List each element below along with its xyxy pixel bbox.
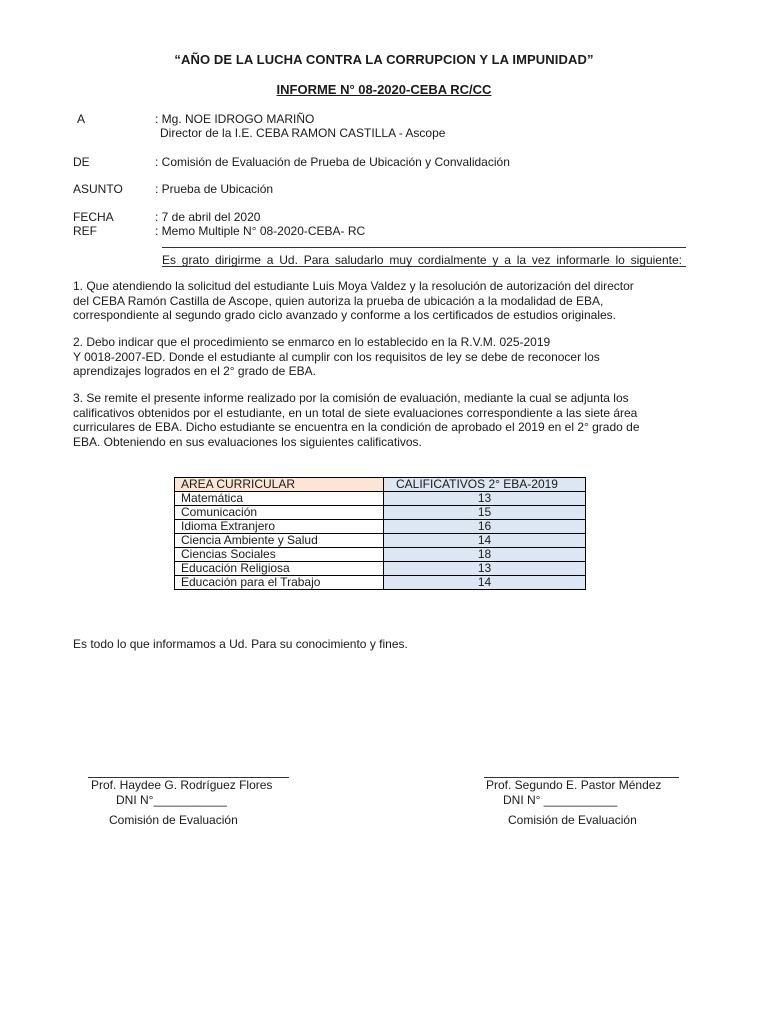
subject-value: : Prueba de Ubicación	[155, 182, 274, 196]
signer-dni-right: DNI N° ___________	[503, 793, 618, 807]
grade-cell: 15	[384, 506, 586, 520]
table-row	[175, 534, 586, 548]
area-cell: Ciencias Sociales	[175, 548, 384, 562]
signer-role-left: Comisión de Evaluación	[109, 813, 238, 827]
table-row	[175, 548, 586, 562]
ref-label: REF	[73, 224, 97, 238]
greeting-text: Es grato dirigirme a Ud. Para saludarlo muy cordialmente y a la vez informarle lo siguiente:	[162, 253, 682, 267]
column-header-grade: CALIFICATIVOS 2° EBA-2019	[384, 478, 586, 492]
area-cell: Educación para el Trabajo	[175, 576, 384, 590]
paragraph-line: aprendizajes logrados en el 2° grado de EBA.	[73, 364, 316, 378]
paragraph-line: curriculares de EBA. Dicho estudiante se encuentra en la condición de aprobado el 2019 en el 2° grado de	[73, 420, 640, 434]
signer-dni-left: DNI N°___________	[116, 793, 227, 807]
separator-line	[162, 247, 686, 248]
ref-value: : Memo Multiple N° 08-2020-CEBA- RC	[155, 224, 366, 238]
table-row	[175, 506, 586, 520]
table-row	[175, 576, 586, 590]
grade-cell: 13	[384, 562, 586, 576]
area-cell: Ciencia Ambiente y Salud	[175, 534, 384, 548]
slogan-heading: “AÑO DE LA LUCHA CONTRA LA CORRUPCION Y LA IMPUNIDAD”	[174, 52, 594, 67]
paragraph-2	[73, 335, 685, 379]
signer-name-left: Prof. Haydee G. Rodríguez Flores	[91, 778, 273, 792]
paragraph-line: correspondiente al segundo grado ciclo avanzado y conforme a los certificados de estudios originales.	[73, 308, 616, 322]
column-header-area: AREA CURRICULAR	[175, 478, 384, 492]
subject-label: ASUNTO	[73, 182, 123, 196]
signer-name-right: Prof. Segundo E. Pastor Méndez	[486, 778, 662, 792]
grades-table	[174, 477, 586, 590]
from-label: DE	[73, 155, 90, 169]
to-value: : Mg. NOE IDROGO MARIÑO	[155, 112, 315, 126]
area-cell: Idioma Extranjero	[175, 520, 384, 534]
area-cell: Matemática	[175, 492, 384, 506]
separator-line-lower	[162, 266, 686, 267]
date-value: : 7 de abril del 2020	[155, 210, 261, 224]
paragraph-1	[73, 279, 685, 323]
grade-cell: 16	[384, 520, 586, 534]
paragraph-line: EBA. Obteniendo en sus evaluaciones los siguientes calificativos.	[73, 434, 422, 449]
table-header-row	[175, 478, 586, 492]
paragraph-line: del CEBA Ramón Castilla de Ascope, quien autoriza la prueba de ubicación a la modalidad de EBA,	[73, 293, 604, 308]
paragraph-line: calificativos obtenidos por el estudiante, en un total de siete evaluaciones correspondiente a las siete área	[73, 405, 638, 420]
paragraph-3	[73, 391, 685, 449]
grade-cell: 13	[384, 492, 586, 506]
grade-cell: 14	[384, 534, 586, 548]
date-label: FECHA	[73, 210, 114, 224]
closing-text: Es todo lo que informamos a Ud. Para su conocimiento y fines.	[73, 637, 408, 651]
to-label: A	[77, 112, 86, 126]
table-row	[175, 520, 586, 534]
document-title: INFORME N° 08-2020-CEBA RC/CC	[276, 82, 492, 97]
paragraph-line: 1. Que atendiendo la solicitud del estudiante Luis Moya Valdez y la resolución de autorización del director	[73, 279, 634, 293]
grade-cell: 14	[384, 576, 586, 590]
area-cell: Educación Religiosa	[175, 562, 384, 576]
area-cell: Comunicación	[175, 506, 384, 520]
to-role: Director de la I.E. CEBA RAMON CASTILLA - Ascope	[160, 126, 446, 140]
paragraph-line: Y 0018-2007-ED. Donde el estudiante al cumplir con los requisitos de ley se debe de reconocer los	[73, 349, 600, 364]
table-row	[175, 492, 586, 506]
paragraph-line: 3. Se remite el presente informe realizado por la comisión de evaluación, mediante la cual se adjunta los	[73, 391, 629, 405]
grade-cell: 18	[384, 548, 586, 562]
signer-role-right: Comisión de Evaluación	[508, 813, 637, 827]
table-row	[175, 562, 586, 576]
paragraph-line: 2. Debo indicar que el procedimiento se enmarco en lo establecido en la R.V.M. 025-2019	[73, 335, 551, 349]
from-value: : Comisión de Evaluación de Prueba de Ubicación y Convalidación	[155, 155, 510, 169]
